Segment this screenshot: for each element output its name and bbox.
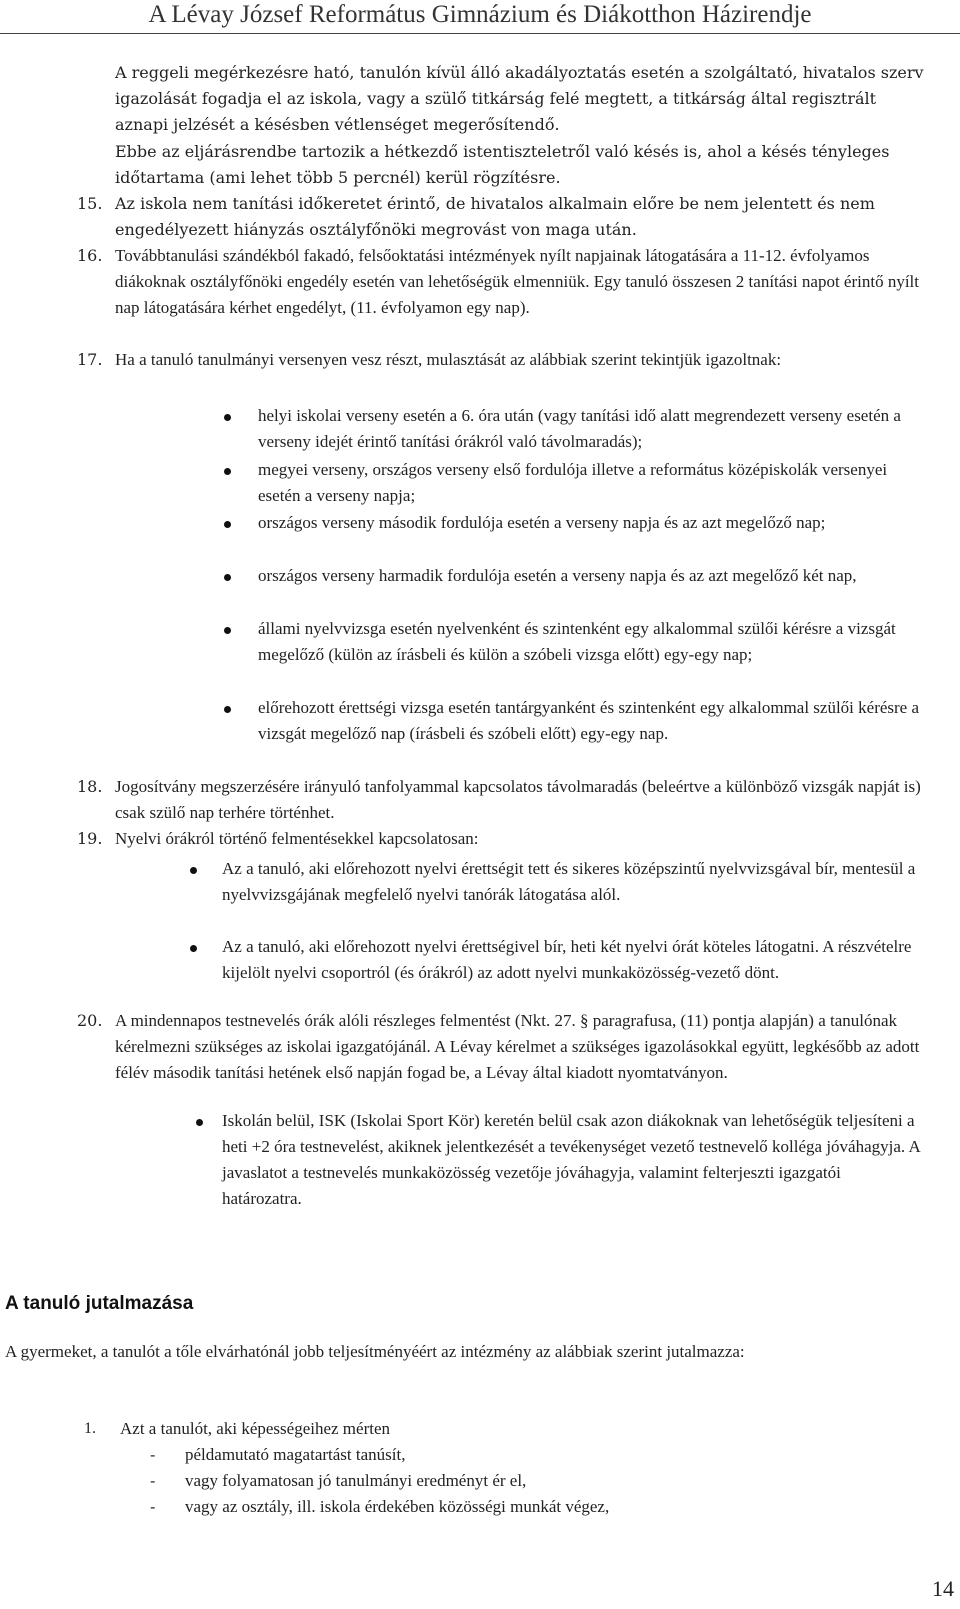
page-number: 14 <box>932 1576 954 1601</box>
document-title: A Lévay József Református Gimnázium és Diákotthon Házirendje <box>148 1 812 28</box>
bullet-icon <box>224 414 231 421</box>
bullet-text: helyi iskolai verseny esetén a 6. óra után (vagy tanítási idő alatt megrendezett verseny esetén a verseny idejét érintő tanítási órákról való távolmaradás); <box>258 406 901 451</box>
list-item-text: A mindennapos testnevelés órák alóli részleges felmentést (Nkt. 27. § paragrafusa, (11) pontja alapján) a tanulónak kérelmezni szükséges az iskolai igazgatójánál. A Lévay kérelmet a szükséges igazolásokkal együtt, legkésőbb az adott félév második tanítási hetének első napján fogad be, a Lévay által kiadott nyomtatványon. <box>115 1011 920 1082</box>
item-number: 19. <box>77 829 103 848</box>
section-intro: A gyermeket, a tanulót a tőle elvárhatónál jobb teljesítményéért az intézmény az alábbiak szerint jutalmazza: <box>5 1342 745 1361</box>
dash-text: vagy folyamatosan jó tanulmányi eredményt ér el, <box>185 1471 527 1490</box>
item-number: 18. <box>77 777 103 796</box>
section-heading: A tanuló jutalmazása <box>5 1293 194 1314</box>
dash-marker: - <box>150 1471 156 1490</box>
bullet-icon <box>224 706 231 713</box>
list-item-text: Ha a tanuló tanulmányi versenyen vesz részt, mulasztását az alábbiak szerint tekintjük igazoltnak: <box>115 350 782 369</box>
bullet-icon <box>224 521 231 528</box>
dash-marker: - <box>150 1445 156 1464</box>
bullet-text: megyei verseny, országos verseny első fordulója illetve a református középiskolák versenyei esetén a verseny napja; <box>258 460 888 505</box>
bullet-icon <box>224 574 231 581</box>
bullet-text: országos verseny harmadik fordulója esetén a verseny napja és az azt megelőző két nap, <box>258 566 857 585</box>
item-number: 15. <box>77 194 103 213</box>
bullet-text: Az a tanuló, aki előrehozott nyelvi érettségit tett és sikeres középszintű nyelvvizsgával bír, mentesül a nyelvvizsgájának megfelelő nyelvi tanórák látogatása alól. <box>222 859 916 904</box>
item-number: 16. <box>77 246 103 265</box>
list-item-text: Azt a tanulót, aki képességeihez mérten <box>120 1419 390 1438</box>
bullet-icon <box>224 468 231 475</box>
bullet-text: előrehozott érettségi vizsga esetén tantárgyanként és szintenként egy alkalommal szülői kérésre a vizsgát megelőző nap (írásbeli és szóbeli előtt) egy-egy nap. <box>258 698 920 743</box>
intro-paragraph: Ebbe az eljárásrendbe tartozik a hétkezdő istentiszteletről való késés is, ahol a késés tényleges időtartama (ami lehet több 5 percnél) kerül rögzítésre. <box>115 142 890 187</box>
list-item-text: Jogosítvány megszerzésére irányuló tanfolyammal kapcsolatos távolmaradás (beleértve a különböző vizsgák napját is) csak szülő nap terhére történhet. <box>115 777 921 822</box>
list-item-text: Az iskola nem tanítási időkeretet érintő, de hivatalos alkalmain előre be nem jelentett és nem engedélyezett hiányzás osztályfőnöki megrovást von maga után. <box>115 194 875 239</box>
bullet-icon <box>196 1119 203 1126</box>
item-number: 17. <box>77 350 103 369</box>
bullet-text: állami nyelvvizsga esetén nyelvenként és szintenként egy alkalommal szülői kérésre a vizsgát megelőző (külön az írásbeli és külön a szóbeli vizsga előtt) egy-egy nap; <box>258 619 896 664</box>
list-item-text: Továbbtanulási szándékból fakadó, felsőoktatási intézmények nyílt napjainak látogatására a 11-12. évfolyamos diákoknak osztályfőnöki engedély esetén van lehetőségük elmenniük. Egy tanuló összesen 2 tanítási napot érintő nyílt nap látogatására kérhet engedélyt, (11. évfolyamon egy nap). <box>115 246 919 317</box>
list-item-text: Nyelvi órákról történő felmentésekkel kapcsolatosan: <box>115 829 479 848</box>
dash-text: vagy az osztály, ill. iskola érdekében közösségi munkát végez, <box>185 1497 610 1516</box>
item-number: 1. <box>84 1420 96 1437</box>
page-header <box>0 0 960 34</box>
bullet-text: országos verseny második fordulója esetén a verseny napja és az azt megelőző nap; <box>258 513 826 532</box>
bullet-icon <box>190 945 197 952</box>
item-number: 20. <box>77 1011 103 1030</box>
bullet-icon <box>190 867 197 874</box>
bullet-icon <box>224 627 231 634</box>
dash-marker: - <box>150 1497 156 1516</box>
bullet-text: Iskolán belül, ISK (Iskolai Sport Kör) keretén belül csak azon diákoknak van lehetőségük teljesíteni a heti +2 óra testnevelést, akiknek jelentkezését a tevékenységet vezető testnevelő kolléga jóváhagyja. A javaslatot a testnevelés munkaközösség vezetője jóváhagyja, valamint felterjeszti igazgatói határozatra. <box>222 1111 920 1208</box>
dash-text: példamutató magatartást tanúsít, <box>185 1445 406 1464</box>
bullet-text: Az a tanuló, aki előrehozott nyelvi érettségivel bír, heti két nyelvi órát köteles látogatni. A részvételre kijelölt nyelvi csoportról (és órákról) az adott nyelvi munkaközösség-vezető dönt. <box>222 937 912 982</box>
intro-paragraph: A reggeli megérkezésre ható, tanulón kívül álló akadályoztatás esetén a szolgáltató, hivatalos szerv igazolását fogadja el az iskola, vagy a szülő titkárság felé megtett, a titkárság által regisztrált aznapi jelzését a késésben vétlenséget megerősítendő. <box>115 63 924 134</box>
